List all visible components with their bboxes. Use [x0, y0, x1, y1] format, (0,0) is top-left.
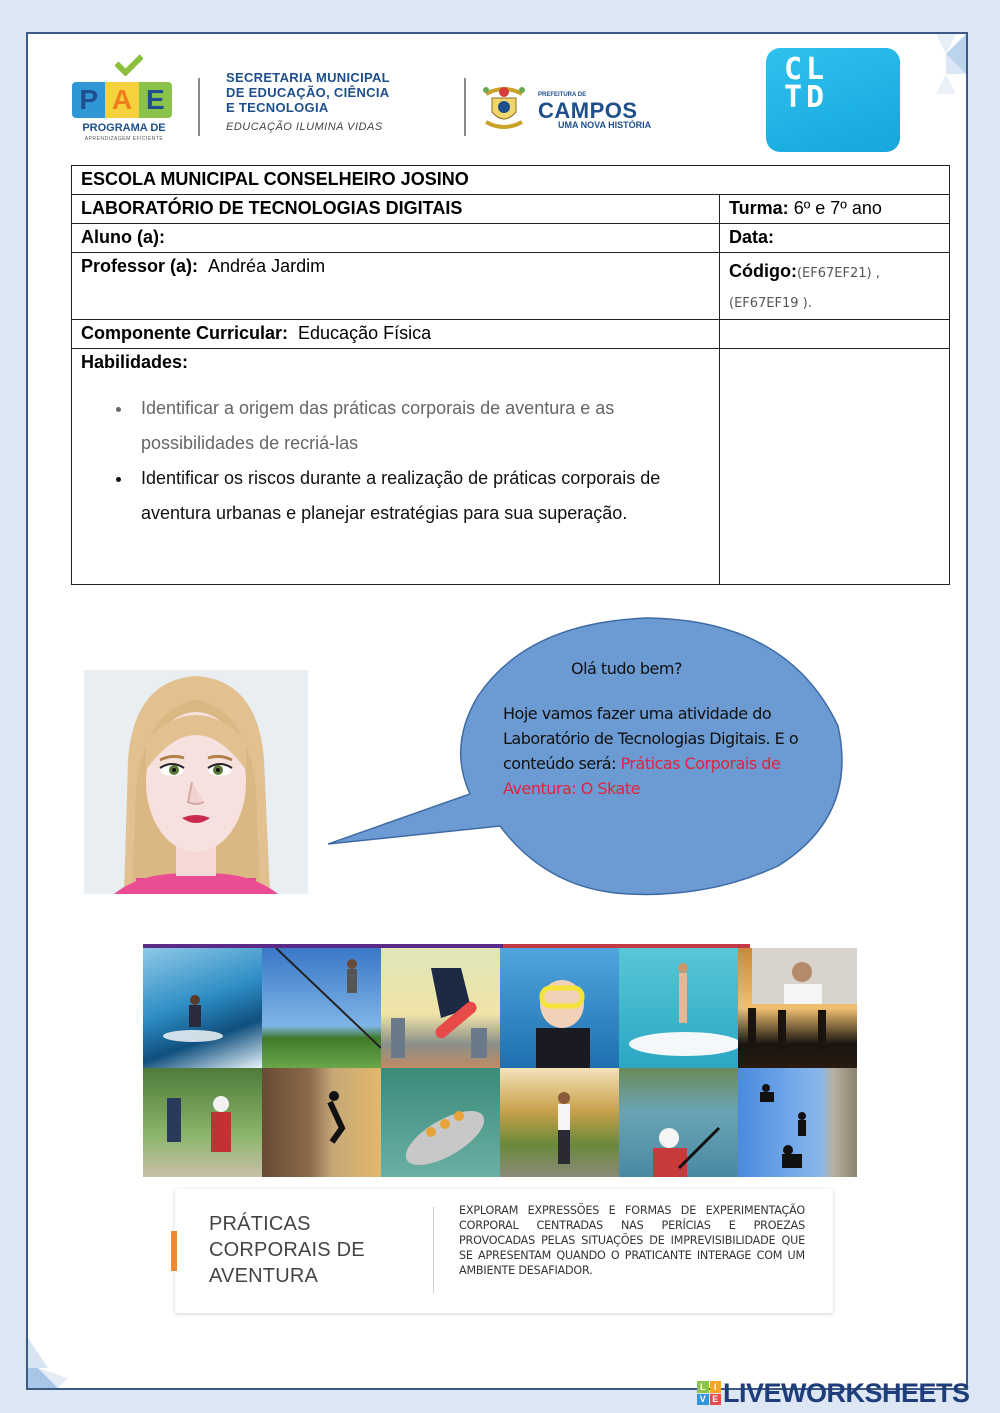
turma-value: 6º e 7º ano	[793, 198, 882, 218]
componente-cell	[72, 320, 720, 349]
pae-letter-p: P	[72, 82, 105, 118]
habilidade-item: • Identificar a origem das práticas corporais de aventura e as possibilidades de recriá-las	[133, 391, 710, 461]
aluno-cell[interactable]	[72, 224, 720, 253]
greeting-text: Olá tudo bem?	[571, 659, 682, 678]
pae-sublabel: APRENDIZAGEM EFICIENTE	[84, 136, 164, 142]
tile-trail-running	[143, 1068, 262, 1177]
live-icon-letter: I	[710, 1381, 722, 1393]
card-title-line: PRÁTICAS	[209, 1213, 311, 1235]
habilidades-label: Habilidades:	[81, 352, 189, 372]
tile-rock-climbing	[262, 1068, 381, 1177]
speech-body: Hoje vamos fazer uma atividade do Laboratório de Tecnologias Digitais. E o conteúdo será:	[503, 704, 799, 773]
speech-bubble-text	[503, 656, 833, 801]
live-icon-letter: L	[697, 1381, 709, 1393]
city-crest-icon	[482, 82, 526, 132]
componente-label: Componente Curricular:	[81, 323, 289, 343]
speech-topic: Práticas Corporais de Aventura: O Skate	[503, 754, 781, 798]
avatar-illustration	[84, 670, 308, 894]
tile-skateboarding	[381, 948, 500, 1068]
liveworksheets-logo[interactable]	[697, 1377, 970, 1409]
tile-kayaking	[619, 1068, 738, 1177]
pae-letter-a: A	[105, 82, 138, 118]
tile-rafting	[381, 1068, 500, 1177]
campos-logo	[482, 82, 692, 134]
codigo-value: (EF67EF21) ,	[796, 266, 880, 281]
info-table	[71, 165, 950, 585]
cltd-line: TD	[784, 80, 829, 115]
secretaria-line: DE EDUCAÇÃO, CIÊNCIA	[226, 85, 390, 100]
tile-running	[500, 1068, 619, 1177]
codigo-cell	[720, 253, 950, 320]
tile-parkour	[738, 1068, 857, 1177]
componente-value: Educação Física	[298, 323, 432, 343]
aluno-label: Aluno (a):	[81, 227, 165, 247]
school-cell	[72, 166, 950, 195]
tile-stand-up-paddle	[619, 948, 738, 1068]
logo-divider	[464, 78, 466, 136]
codigo-label: Código:	[729, 261, 797, 281]
campos-name: CAMPOS	[538, 98, 638, 123]
cltd-line: CL	[784, 52, 829, 87]
worksheet-page	[26, 32, 968, 1390]
live-icon	[697, 1381, 721, 1405]
empty-cell	[720, 320, 950, 349]
professor-label: Professor (a):	[81, 256, 199, 276]
secretaria-line: E TECNOLOGIA	[226, 100, 329, 115]
secretaria-logo	[226, 70, 456, 133]
tile-surfing	[143, 948, 262, 1068]
habilidade-item: • Identificar os riscos durante a realização de práticas corporais de aventura urbanas e planejar estratégias para sua superação.	[133, 461, 710, 531]
secretaria-slogan: EDUCAÇÃO ILUMINA VIDAS	[226, 121, 383, 133]
pae-letter-e: E	[139, 82, 172, 118]
logo-divider	[198, 78, 200, 136]
professor-cell	[72, 253, 720, 320]
cltd-logo	[766, 48, 900, 152]
habilidades-list	[133, 391, 710, 531]
corner-decoration-bottom-left	[28, 1328, 88, 1388]
adventure-sports-collage	[143, 944, 857, 1177]
tile-slackline	[262, 948, 381, 1068]
empty-cell	[720, 349, 950, 585]
data-label: Data:	[729, 227, 775, 247]
card-accent-bar	[171, 1231, 177, 1271]
campos-tagline: UMA NOVA HISTÓRIA	[558, 120, 652, 130]
card-title-line: AVENTURA	[209, 1265, 319, 1287]
card-title-line: CORPORAIS DE	[209, 1239, 365, 1261]
turma-label: Turma:	[729, 198, 789, 218]
liveworksheets-text: LIVEWORKSHEETS	[723, 1377, 970, 1408]
tile-scuba-diving	[500, 948, 619, 1068]
lab-name: LABORATÓRIO DE TECNOLOGIAS DIGITAIS	[81, 198, 463, 218]
campos-prefix: PREFEITURA DE	[538, 92, 587, 98]
turma-cell	[720, 195, 950, 224]
school-name: ESCOLA MUNICIPAL CONSELHEIRO JOSINO	[81, 169, 469, 189]
habilidades-cell	[72, 349, 720, 585]
corner-decoration-top-right	[920, 34, 966, 114]
pae-logo	[72, 54, 176, 144]
secretaria-line: SECRETARIA MUNICIPAL	[226, 70, 390, 85]
professor-value: Andréa Jardim	[208, 256, 326, 276]
checkmark-icon	[114, 47, 144, 77]
codigo-value: (EF67EF19 ).	[729, 296, 812, 311]
card-title	[209, 1211, 365, 1289]
card-divider	[433, 1207, 434, 1293]
data-cell[interactable]	[720, 224, 950, 253]
lab-cell	[72, 195, 720, 224]
live-icon-letter: V	[697, 1394, 709, 1406]
tile-video-call-instructor	[738, 948, 857, 1068]
praticas-card	[175, 1189, 833, 1313]
pae-label: PROGRAMA DE	[82, 122, 166, 134]
teacher-avatar	[84, 670, 308, 894]
live-icon-letter: E	[710, 1394, 722, 1406]
card-description: EXPLORAM EXPRESSÕES E FORMAS DE EXPERIMENTAÇÃO CORPORAL CENTRADAS NAS PERÍCIAS E PROEZAS PROVOCADAS PELAS SITUAÇÕES DE IMPREVISIBILIDADE QUE SE APRESENTAM QUANDO O PRATICANTE INTERAGE COM UM AMBIENTE DESAFIADOR.	[459, 1204, 805, 1277]
